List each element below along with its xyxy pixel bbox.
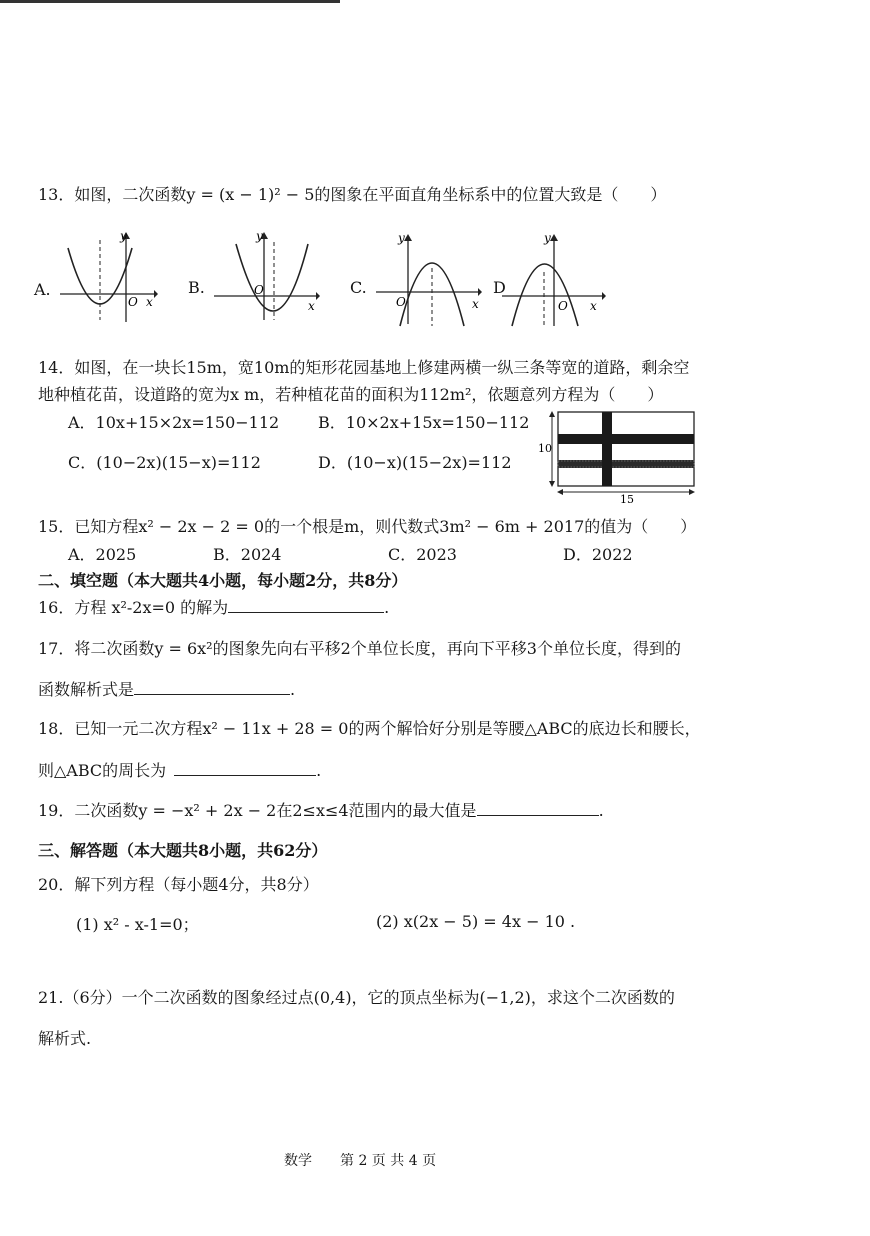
q20-stem: 20．解下列方程（每小题4分，共8分） xyxy=(38,875,319,894)
section2-heading: 二、填空题（本大题共4小题，每小题2分，共8分） xyxy=(38,571,408,590)
q13-c-origin-label: O xyxy=(396,295,406,309)
q19-end: . xyxy=(598,801,604,820)
q14-width-label: 15 xyxy=(620,493,634,504)
q14-option-b: B．10×2x+15x=150−112 xyxy=(318,413,530,432)
q13-a-origin-label: O xyxy=(128,295,138,309)
q16-stem: 16．方程 x²-2x=0 的解为 xyxy=(38,598,229,617)
q14-option-c: C．(10−2x)(15−x)=112 xyxy=(68,453,261,472)
q17-answer-blank[interactable] xyxy=(134,694,290,695)
cropped-header-rule xyxy=(0,0,340,3)
q14-option-a: A．10x+15×2x=150−112 xyxy=(68,413,280,432)
q15-option-b: B．2024 xyxy=(213,545,282,564)
q14-line2: 地种植花苗，设道路的宽为x m，若种植花苗的面积为112m²，依题意列方程为（ ） xyxy=(38,385,664,404)
q17-end: . xyxy=(290,680,296,699)
q13-b-y-label: y xyxy=(256,229,263,243)
section3-heading: 三、解答题（本大题共8小题，共62分） xyxy=(38,841,328,860)
q14-option-d: D．(10−x)(15−2x)=112 xyxy=(318,453,512,472)
q14-height-label: 10 xyxy=(538,442,552,455)
q13-option-d-label: D xyxy=(493,278,506,297)
q13-graph-b xyxy=(212,228,322,323)
q19-stem: 19．二次函数y = −x² + 2x − 2在2≤x≤4范围内的最大值是 xyxy=(38,801,477,820)
q13-d-x-label: x xyxy=(590,299,597,313)
q13-stem: 13．如图，二次函数y = (x − 1)² − 5的图象在平面直角坐标系中的位置大致是（ ） xyxy=(38,185,667,204)
q15-stem: 15．已知方程x² − 2x − 2 = 0的一个根是m，则代数式3m² − 6m + 2017的值为（ ） xyxy=(38,517,697,536)
q13-d-origin-label: O xyxy=(558,299,568,313)
page-footer: 数学 第 2 页 共 4 页 xyxy=(284,1153,437,1169)
q13-b-origin-label: O xyxy=(254,283,264,297)
q13-graph-c xyxy=(374,228,484,328)
q16-answer-blank[interactable] xyxy=(228,612,384,613)
q18-line1: 18．已知一元二次方程x² − 11x + 28 = 0的两个解恰好分别是等腰△ABC的底边长和腰长， xyxy=(38,719,701,738)
q13-a-x-label: x xyxy=(146,295,153,309)
q13-d-y-label: y xyxy=(544,231,551,245)
q15-option-c: C．2023 xyxy=(388,545,457,564)
q13-c-x-label: x xyxy=(472,297,479,311)
q13-c-y-label: y xyxy=(398,231,405,245)
q18-end: . xyxy=(316,761,322,780)
q13-graph-a xyxy=(58,230,158,325)
q15-option-d: D．2022 xyxy=(563,545,633,564)
q14-garden-figure xyxy=(534,408,700,504)
q17-line1: 17．将二次函数y = 6x²的图象先向右平移2个单位长度，再向下平移3个单位长度，得到的 xyxy=(38,639,681,658)
q13-option-a-label: A. xyxy=(34,280,51,299)
q16-row xyxy=(38,595,389,618)
q19-row xyxy=(38,798,604,821)
q13-option-c-label: C. xyxy=(350,278,367,297)
q20-part1: (1) x² - x-1=0； xyxy=(76,915,199,934)
q15-option-a: A．2025 xyxy=(68,545,137,564)
q18-answer-blank[interactable] xyxy=(174,775,316,776)
q13-graph-d xyxy=(498,228,610,328)
q21-line2: 解析式. xyxy=(38,1029,92,1048)
q13-b-x-label: x xyxy=(308,299,315,313)
q16-end: . xyxy=(384,598,390,617)
q18-row2 xyxy=(38,758,321,781)
q13-a-y-label: y xyxy=(120,230,127,243)
q13-option-b-label: B. xyxy=(188,278,205,297)
q14-line1: 14．如图，在一块长15m，宽10m的矩形花园基地上修建两横一纵三条等宽的道路，剩余空 xyxy=(38,358,690,377)
q21-line1: 21.（6分）一个二次函数的图象经过点(0,4)，它的顶点坐标为(−1,2)，求这个二次函数的 xyxy=(38,988,675,1007)
q20-part2: (2) x(2x − 5) = 4x − 10 . xyxy=(376,912,576,931)
q19-answer-blank[interactable] xyxy=(477,815,599,816)
q17-row2 xyxy=(38,677,295,700)
q18-line2: 则△ABC的周长为 xyxy=(38,761,167,780)
q17-line2: 函数解析式是 xyxy=(38,680,135,699)
